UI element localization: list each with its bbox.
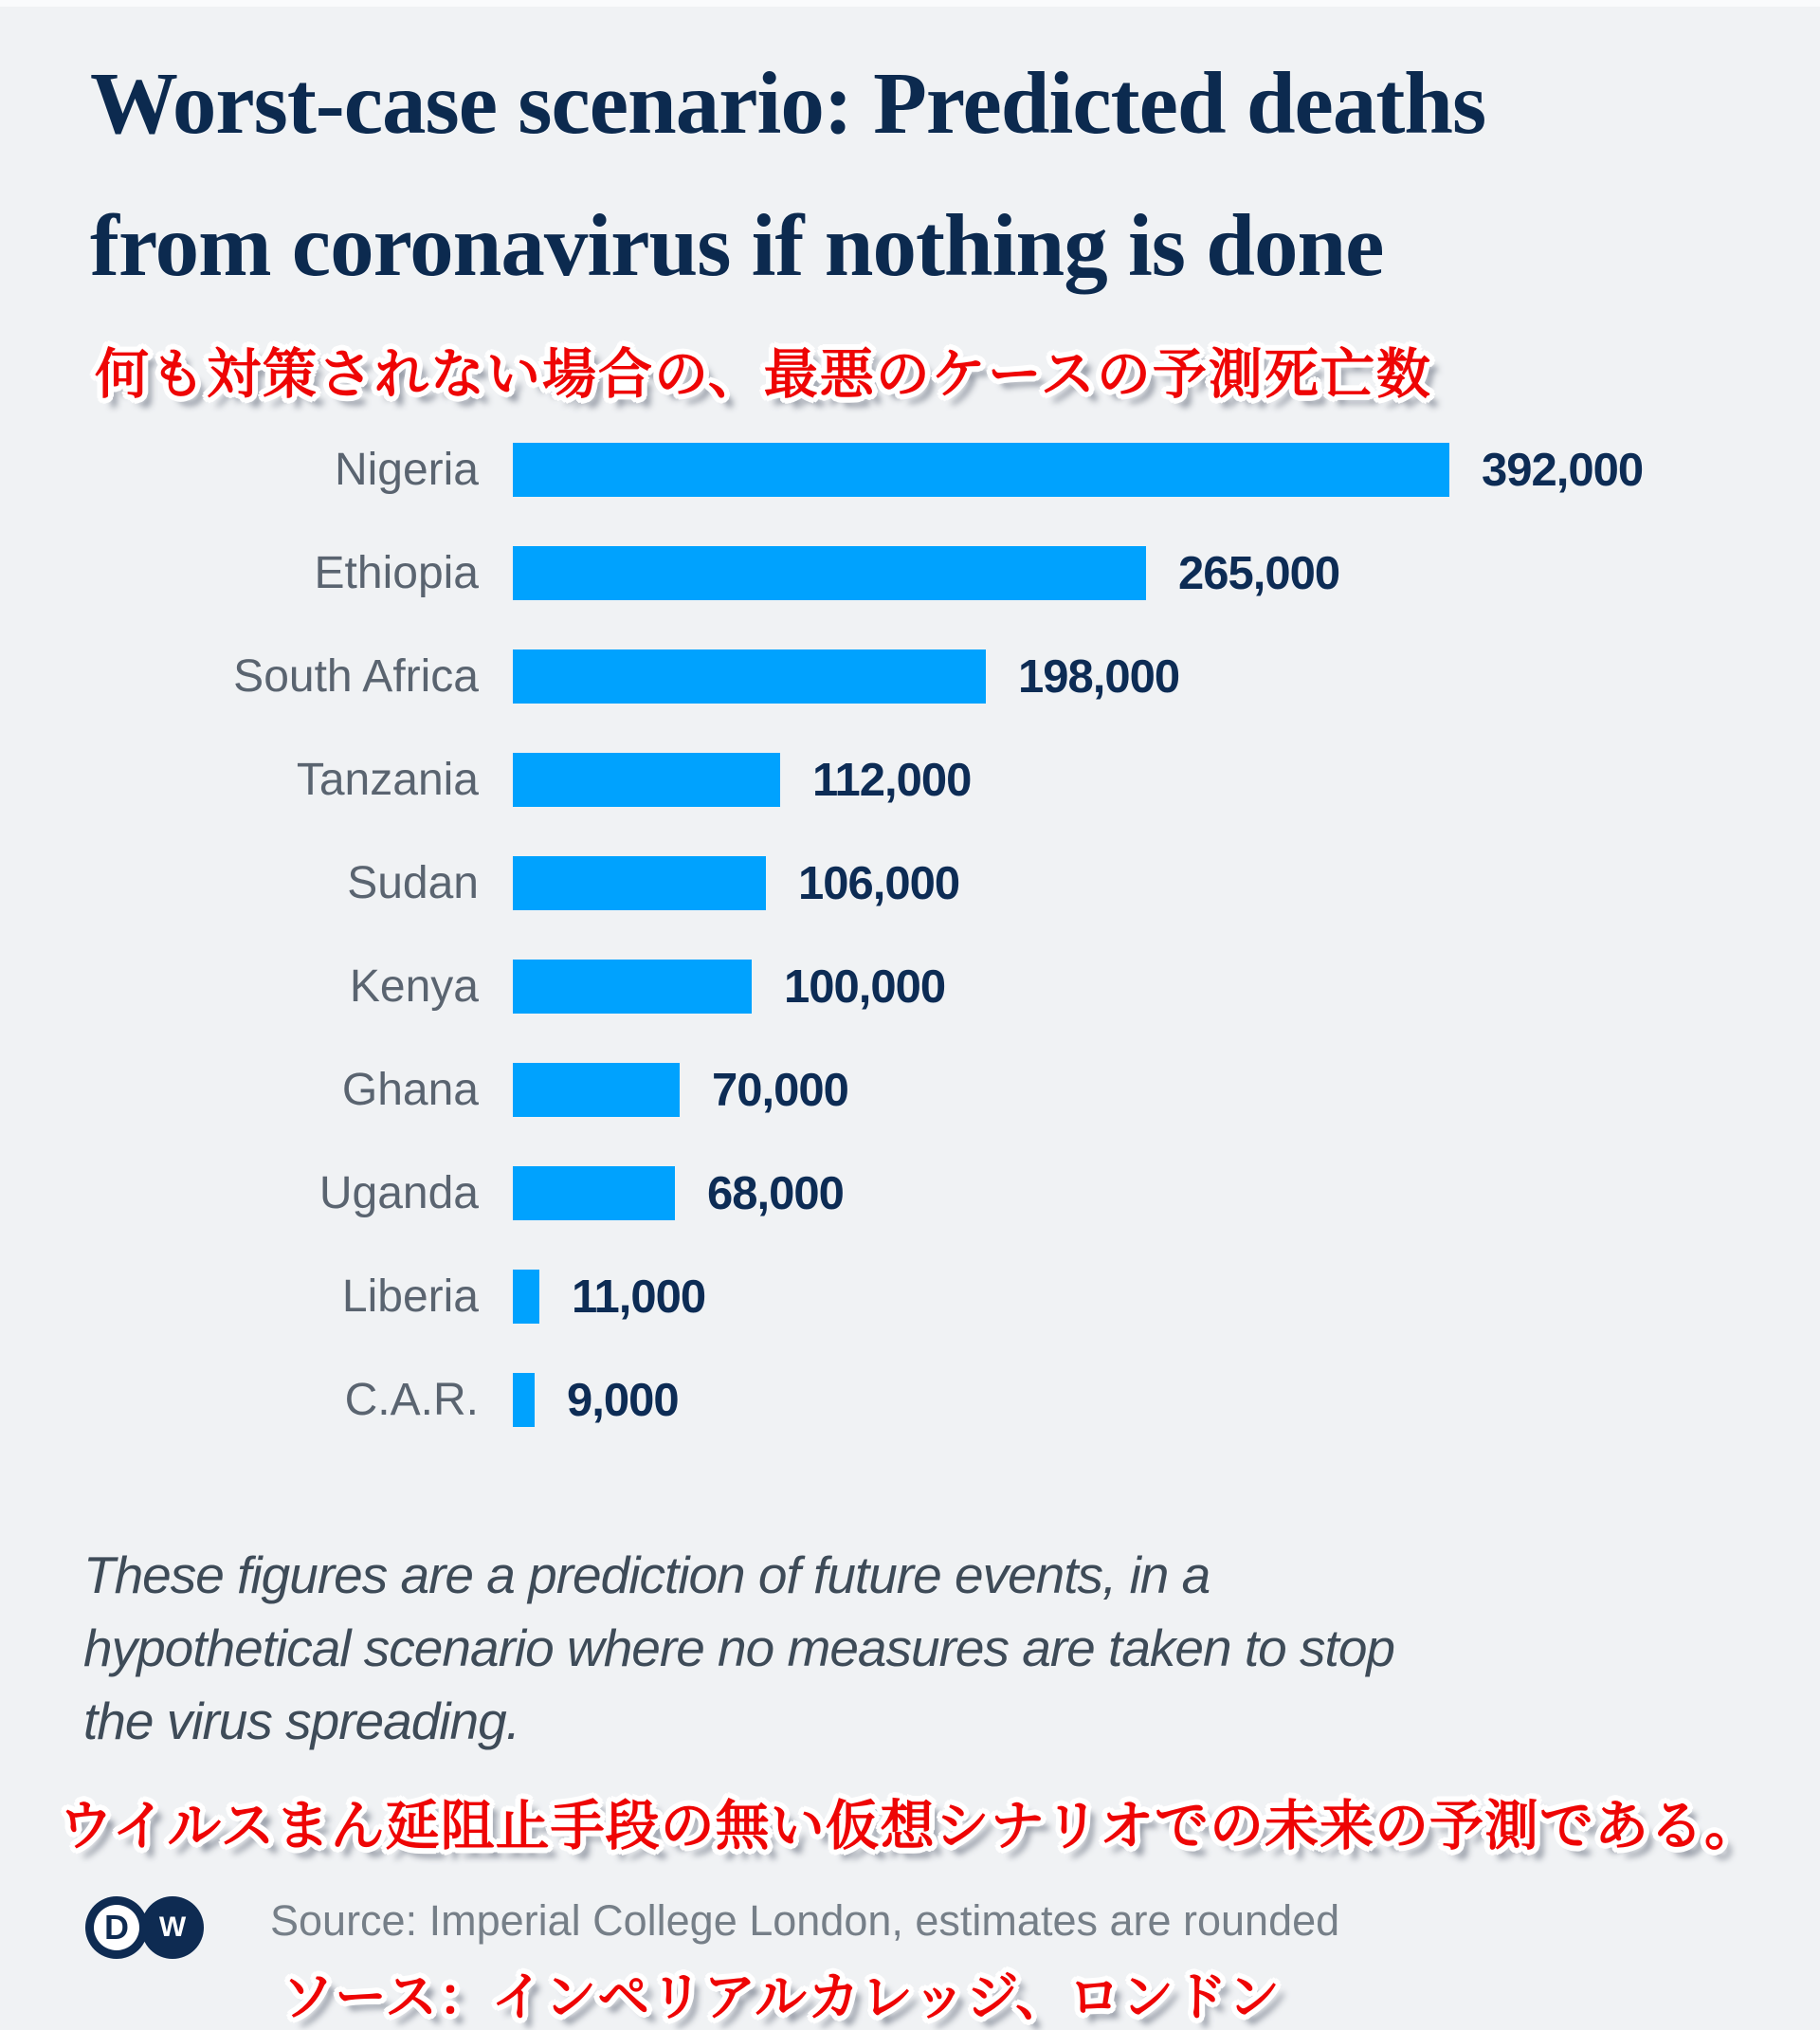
country-label: Tanzania: [296, 755, 479, 805]
bar-track: [513, 649, 1179, 704]
bar: [513, 1063, 680, 1117]
bar: [513, 443, 1449, 497]
value-label: 112,000: [812, 754, 972, 806]
bar-track: [513, 1270, 705, 1324]
bar-track: [513, 1063, 848, 1117]
value-label: 106,000: [798, 857, 960, 909]
footer: [85, 1896, 1763, 2030]
dw-logo-letter-d: D: [104, 1908, 129, 1947]
bar-track: [513, 1373, 679, 1427]
chart-row: [57, 1270, 1763, 1324]
footer-text: [270, 1896, 1339, 2030]
bar-track: [513, 443, 1643, 497]
chart-row: [57, 1166, 1763, 1220]
bar: [513, 649, 986, 704]
chart-row: [57, 753, 1763, 807]
dw-logo: [85, 1896, 204, 1959]
country-label: Ethiopia: [314, 548, 479, 598]
disclaimer-line1: These figures are a prediction of future events, in a: [83, 1545, 1210, 1604]
country-label: Kenya: [349, 961, 479, 1012]
disclaimer-line2: hypothetical scenario where no measures are taken to stop: [83, 1619, 1394, 1677]
country-label: South Africa: [233, 651, 479, 702]
chart-row: [57, 856, 1763, 910]
bar-track: [513, 960, 945, 1014]
chart-title-line1: Worst-case scenario: Predicted deaths: [90, 55, 1486, 153]
bar: [513, 1373, 535, 1427]
country-label: Uganda: [318, 1168, 479, 1218]
dw-logo-inner-circle: [94, 1905, 139, 1950]
value-label: 198,000: [1018, 650, 1180, 703]
disclaimer-line3: the virus spreading.: [83, 1692, 519, 1750]
country-label: Liberia: [341, 1271, 479, 1322]
chart-row: [57, 649, 1763, 704]
japanese-disclaimer: ウイルスまん延阻止手段の無い仮想シナリオでの未来の予測である。: [59, 1796, 1760, 1856]
country-label: C.A.R.: [344, 1375, 479, 1425]
dw-logo-right-circle: [141, 1896, 204, 1959]
bar-track: [513, 546, 1339, 600]
value-label: 100,000: [784, 960, 946, 1013]
value-label: 68,000: [707, 1167, 844, 1219]
source-credit: Source: Imperial College London, estimates are rounded: [270, 1896, 1340, 1945]
bar: [513, 856, 766, 910]
country-label: Nigeria: [334, 445, 479, 495]
bar-track: [513, 753, 971, 807]
chart-row: [57, 1063, 1763, 1117]
japanese-subtitle: 何も対策されない場合の、最悪のケースの予測死亡数: [95, 344, 1432, 405]
bar: [513, 546, 1146, 600]
bar: [513, 1270, 539, 1324]
chart-title: [90, 33, 1763, 318]
country-label: Sudan: [347, 858, 479, 908]
bar: [513, 960, 752, 1014]
disclaimer-note: [83, 1539, 1763, 1758]
top-edge-strip: [0, 0, 1820, 7]
japanese-source-credit: ソース：インペリアルカレッジ、ロンドン: [282, 1967, 1282, 2026]
bar-track: [513, 856, 959, 910]
bar: [513, 753, 780, 807]
country-label: Ghana: [341, 1065, 479, 1115]
chart-row: [57, 546, 1763, 600]
value-label: 265,000: [1178, 547, 1340, 599]
value-label: 70,000: [712, 1064, 848, 1116]
chart-title-line2: from coronavirus if nothing is done: [90, 197, 1384, 295]
chart-row: [57, 960, 1763, 1014]
bar-track: [513, 1166, 844, 1220]
dw-logo-left-circle: [85, 1896, 148, 1959]
infographic: [0, 33, 1820, 2030]
value-label: 392,000: [1482, 444, 1644, 496]
dw-logo-letter-w: W: [158, 1911, 187, 1943]
value-label: 11,000: [572, 1271, 706, 1323]
bar-chart: [57, 443, 1763, 1427]
chart-row: [57, 443, 1763, 497]
value-label: 9,000: [567, 1374, 679, 1426]
bar: [513, 1166, 675, 1220]
chart-row: [57, 1373, 1763, 1427]
